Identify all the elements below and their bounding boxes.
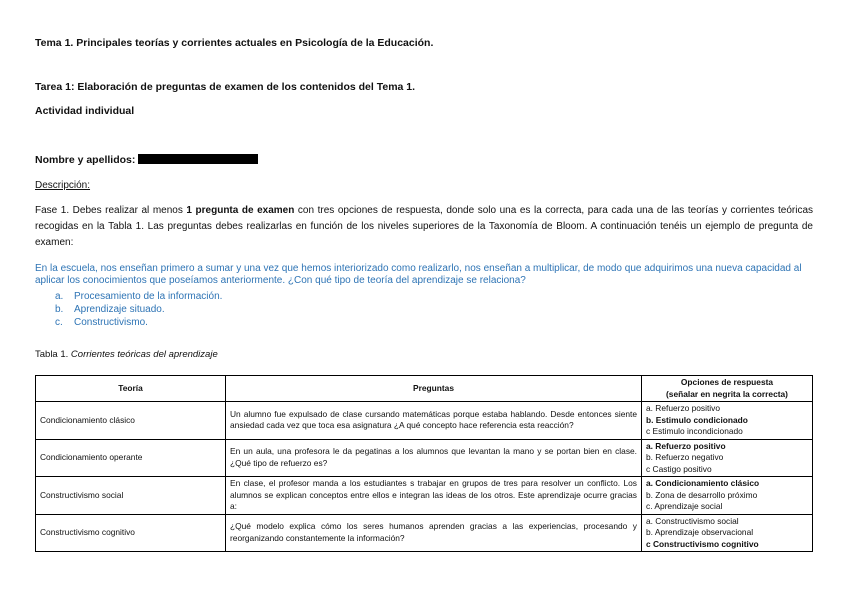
header-opciones: Opciones de respuesta (señalar en negrita la correcta) [642,376,813,402]
example-options [55,290,222,329]
cell-teoria: Condicionamiento clásico [36,402,226,440]
table-row [36,402,813,440]
cell-teoria: Condicionamiento operante [36,439,226,477]
actividad-label: Actividad individual [35,105,135,117]
example-option: a. Procesamiento de la información. [55,291,223,302]
option: b. Aprendizaje observacional [646,527,754,537]
cell-opciones [642,402,813,440]
cell-opciones [642,439,813,477]
header-teoria: Teoría [36,376,226,402]
fase-text-bold: 1 pregunta de examen [186,205,295,216]
cell-opciones [642,477,813,515]
option: c Castigo positivo [646,463,712,474]
cell-teoria: Constructivismo social [36,477,226,515]
nombre-row [35,154,258,166]
example-option: b. Aprendizaje situado. [55,304,165,315]
cell-teoria: Constructivismo cognitivo [36,514,226,552]
fase-paragraph [35,203,813,251]
tarea-title: Tarea 1: Elaboración de preguntas de examen de los contenidos del Tema 1. [35,81,416,93]
option: c Estimulo incondicionado [646,426,743,436]
fase-text-post: con tres opciones de respuesta, donde solo una es la correcta, para cada una de las teorías y corrientes teóricas recogidas en la Tabla 1. Las preguntas debes realizarlas en función de los niveles superiores de la Taxonomía de Bloom. A continuación tenéis un ejemplo de pregunta de examen: [35,205,814,248]
fase-text-pre: Fase 1. Debes realizar al menos [35,205,187,216]
cell-pregunta: En clase, el profesor manda a los estudiantes s trabajar en grupos de tres para resolver un conflicto. Los alumnos se explican conceptos entre ellos e integran las ideas de los otros. Este aprendizaje ocurre gracias a: [226,477,642,515]
example-question: En la escuela, nos enseñan primero a sumar y una vez que hemos interiorizado como realizarlo, nos enseñan a multiplicar, de modo que adquirimos una nueva capacidad al aplicar los conocimientos que poseíamos anteriormente. ¿Con qué tipo de teoría del aprendizaje se relaciona? [35,263,802,286]
table-row [36,514,813,552]
option-correct: b. Estimulo condicionado [646,414,748,425]
table-row [36,439,813,477]
redacted-name-bar [138,154,258,164]
option: a. Refuerzo positivo [646,403,721,413]
option-correct: a. Refuerzo positivo [646,440,726,451]
option: c. Aprendizaje social [646,501,723,511]
option: b. Zona de desarrollo próximo [646,489,758,500]
cell-opciones [642,514,813,552]
cell-pregunta: ¿Qué modelo explica cómo los seres humanos aprenden gracias a las experiencias, procesando y reorganizando constantemente la información? [226,514,642,552]
caption-italic: Corrientes teóricas del aprendizaje [70,349,218,360]
descripcion-label: Descripción: [35,180,91,191]
nombre-label: Nombre y apellidos: [35,154,136,166]
table-caption [35,349,218,360]
tema-title: Tema 1. Principales teorías y corrientes actuales en Psicología de la Educación. [35,37,434,49]
option: b. Refuerzo negativo [646,452,724,462]
cell-pregunta: En un aula, una profesora le da pegatinas a los alumnos que levantan la mano y se portan bien en clase. ¿Qué tipo de refuerzo es? [226,439,642,477]
table-row [36,477,813,515]
cell-pregunta: Un alumno fue expulsado de clase cursando matemáticas porque estaba hablando. Desde entonces siente ansiedad cada vez que toca esa asignatura ¿A qué concepto hace referencia esta reacción? [226,402,642,440]
caption-prefix: Tabla 1. [35,349,71,360]
option-correct: c Constructivismo cognitivo [646,538,759,549]
table-header-row [36,376,813,402]
example-option: c. Constructivismo. [55,317,148,328]
option: a. Constructivismo social [646,515,739,526]
header-preguntas: Preguntas [226,376,642,402]
theories-table [35,375,813,552]
option-correct: a. Condicionamiento clásico [646,478,760,488]
